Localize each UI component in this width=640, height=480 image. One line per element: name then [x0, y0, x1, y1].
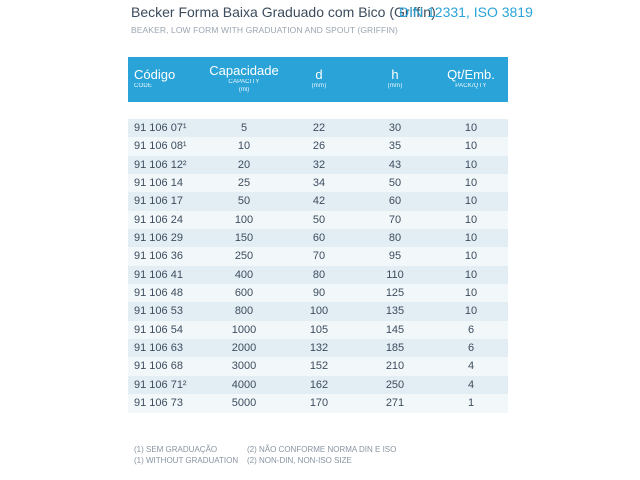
cell-height: 30	[388, 122, 402, 134]
cell-height: 95	[388, 250, 402, 263]
cell-pack-qty: 10	[464, 122, 478, 134]
cell-code: 91 106 14	[134, 177, 183, 190]
table-row	[128, 174, 508, 192]
cell-height: 210	[385, 360, 405, 373]
cell-capacity: 50	[237, 195, 251, 208]
cell-code: 91 106 71²	[134, 378, 187, 391]
cell-code: 91 106 08¹	[134, 140, 187, 153]
cell-pack-qty: 1	[467, 397, 475, 410]
footnote-2	[247, 444, 396, 466]
cell-capacity: 1000	[231, 323, 257, 336]
cell-height: 43	[388, 158, 402, 171]
cell-pack-qty: 10	[464, 140, 478, 153]
table-row	[128, 284, 508, 302]
cell-diameter: 34	[312, 177, 326, 190]
cell-pack-qty: 6	[467, 323, 475, 336]
table-row	[128, 247, 508, 265]
cell-height: 80	[388, 232, 402, 245]
cell-capacity: 800	[234, 305, 254, 318]
cell-pack-qty: 10	[464, 268, 478, 281]
cell-height: 250	[385, 378, 405, 391]
cell-code: 91 106 53	[134, 305, 183, 318]
table-row	[128, 156, 508, 174]
table-body	[128, 119, 508, 413]
table-row	[128, 376, 508, 394]
cell-height: 271	[385, 397, 405, 410]
page-title: Becker Forma Baixa Graduado com Bico (Griffin)	[131, 4, 436, 20]
cell-pack-qty: 10	[464, 213, 478, 226]
column-header-pack-qty	[431, 57, 511, 102]
cell-diameter: 90	[312, 287, 326, 300]
cell-pack-qty: 4	[467, 360, 475, 373]
footnote-2-en: (2) NON-DIN, NON-ISO SIZE	[247, 456, 352, 465]
cell-diameter: 22	[312, 122, 326, 134]
standard-label: DIN 12331, ISO 3819	[399, 4, 533, 20]
table-row	[128, 229, 508, 247]
cell-height: 50	[388, 177, 402, 190]
cell-pack-qty: 10	[464, 158, 478, 171]
cell-height: 35	[388, 140, 402, 153]
cell-pack-qty: 6	[467, 342, 475, 355]
cell-diameter: 60	[312, 232, 326, 245]
column-header-label: h	[391, 67, 399, 82]
cell-code: 91 106 73	[134, 397, 183, 410]
cell-diameter: 42	[312, 195, 326, 208]
cell-pack-qty: 10	[464, 232, 478, 245]
cell-diameter: 105	[309, 323, 329, 336]
title-row	[131, 4, 531, 24]
cell-code: 91 106 29	[134, 232, 183, 245]
column-header-unit: (mm)	[387, 83, 403, 89]
cell-diameter: 32	[312, 158, 326, 171]
cell-code: 91 106 24	[134, 213, 183, 226]
cell-height: 110	[386, 268, 404, 281]
cell-height: 185	[385, 342, 405, 355]
cell-diameter: 26	[312, 140, 326, 153]
footnote-2-pt: (2) NÃO CONFORME NORMA DIN E ISO	[247, 445, 397, 454]
column-header-sublabel: PACK/QTY	[455, 83, 487, 89]
cell-code: 91 106 17	[134, 195, 183, 208]
table-row	[128, 211, 508, 229]
table-row	[128, 339, 508, 357]
cell-capacity: 250	[234, 250, 254, 263]
table-row	[128, 302, 508, 320]
cell-capacity: 10	[237, 140, 251, 153]
cell-capacity: 20	[237, 158, 251, 171]
cell-diameter: 50	[312, 213, 326, 226]
cell-diameter: 152	[309, 360, 329, 373]
table-row	[128, 137, 508, 155]
cell-code: 91 106 63	[134, 342, 183, 355]
cell-diameter: 100	[309, 305, 329, 318]
cell-pack-qty: 10	[464, 287, 478, 300]
cell-code: 91 106 12²	[134, 158, 187, 171]
cell-capacity: 2000	[231, 342, 257, 355]
cell-capacity: 5000	[231, 397, 257, 410]
cell-code: 91 106 68	[134, 360, 183, 373]
cell-capacity: 100	[234, 213, 254, 226]
column-header-label: Capacidade	[209, 63, 279, 78]
table-row	[128, 357, 508, 375]
page-subtitle: BEAKER, LOW FORM WITH GRADUATION AND SPOUT (GRIFFIN)	[131, 25, 398, 35]
column-header-sublabel: CAPACITY	[228, 79, 260, 85]
column-header-label: Código	[134, 67, 176, 82]
cell-height: 145	[385, 323, 405, 336]
cell-pack-qty: 10	[464, 305, 478, 318]
cell-diameter: 80	[312, 268, 326, 281]
column-header-height	[355, 57, 435, 102]
cell-code: 91 106 48	[134, 287, 183, 300]
table-row	[128, 192, 508, 210]
column-header-sublabel: CODE	[134, 83, 153, 89]
cell-pack-qty: 10	[464, 250, 478, 263]
cell-capacity: 150	[234, 232, 254, 245]
cell-height: 135	[385, 305, 405, 318]
cell-height: 125	[385, 287, 405, 300]
column-header-label: Qt/Emb.	[447, 67, 495, 82]
column-header-diameter	[279, 57, 359, 102]
column-header-label: d	[315, 67, 323, 82]
cell-height: 70	[388, 213, 402, 226]
table-row	[128, 266, 508, 284]
cell-capacity: 4000	[231, 378, 257, 391]
cell-capacity: 400	[234, 268, 254, 281]
table-row	[128, 321, 508, 339]
cell-capacity: 25	[237, 177, 251, 190]
column-header-unit: (mm)	[311, 83, 327, 89]
cell-diameter: 70	[312, 250, 326, 263]
cell-code: 91 106 41	[134, 268, 183, 281]
cell-capacity: 3000	[231, 360, 257, 373]
cell-diameter: 132	[309, 342, 329, 355]
footnote-1-en: (1) WITHOUT GRADUATION	[134, 456, 239, 465]
table-header	[128, 57, 508, 102]
cell-diameter: 162	[309, 378, 329, 391]
header-spacer	[128, 102, 508, 119]
cell-code: 91 106 07¹	[134, 122, 187, 134]
cell-pack-qty: 10	[464, 177, 478, 190]
column-header-unit: (ml)	[238, 87, 250, 93]
cell-capacity: 5	[240, 122, 248, 134]
footnote-1	[134, 444, 238, 466]
cell-capacity: 600	[234, 287, 254, 300]
cell-diameter: 170	[309, 397, 329, 410]
table-row	[128, 394, 508, 412]
cell-code: 91 106 36	[134, 250, 183, 263]
table-row	[128, 119, 508, 137]
cell-height: 60	[388, 195, 402, 208]
cell-code: 91 106 54	[134, 323, 183, 336]
cell-pack-qty: 10	[464, 195, 478, 208]
cell-pack-qty: 4	[467, 378, 475, 391]
footnote-1-pt: (1) SEM GRADUAÇÃO	[134, 445, 218, 454]
